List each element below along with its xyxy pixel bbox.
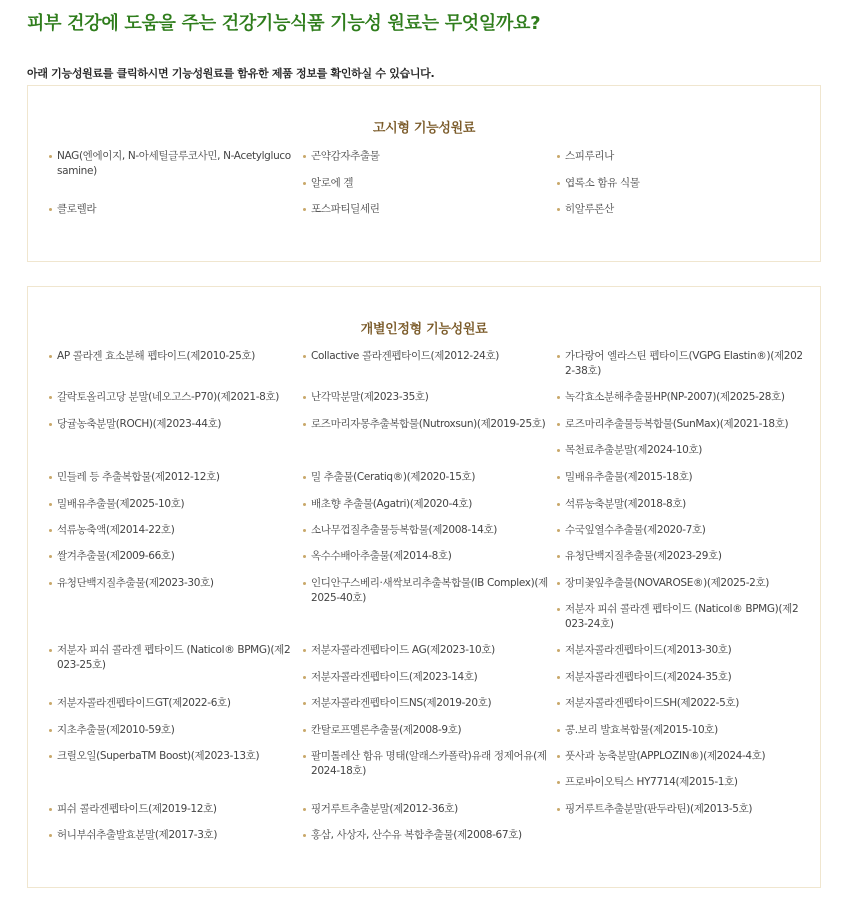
ingredient-link[interactable]: 옥수수배아추출물(제2014-8호) (303, 549, 549, 564)
notified-ingredient-list (28, 86, 820, 261)
ingredient-link[interactable]: 저분자콜라겐펩타이드(제2023-14호) (303, 670, 549, 685)
ingredient-link[interactable]: 밀배유추출물(제2015-18호) (557, 470, 803, 485)
ingredient-link[interactable]: 핑거루트추출분말(제2012-36호) (303, 802, 549, 817)
ingredient-link[interactable]: AP 콜라겐 효소분해 펩타이드(제2010-25호) (49, 349, 295, 364)
ingredient-link[interactable]: 콩.보리 발효복합물(제2015-10호) (557, 723, 803, 738)
ingredient-link[interactable]: 핑거루트추출분말(판두라틴)(제2013-5호) (557, 802, 803, 817)
notified-section-title: 고시형 기능성원료 (372, 121, 476, 136)
ingredient-link[interactable]: 피쉬 콜라겐펩타이드(제2019-12호) (49, 802, 295, 817)
ingredient-link[interactable]: 칸탈로프멜론추출물(제2008-9호) (303, 723, 549, 738)
ingredient-link[interactable]: 저분자콜라겐펩타이드GT(제2022-6호) (49, 696, 295, 711)
ingredient-link[interactable]: 유청단백지질추출물(제2023-29호) (557, 549, 803, 564)
ingredient-link[interactable]: 저분자콜라겐펩타이드(제2024-35호) (557, 670, 803, 685)
ingredient-link-spirulina[interactable]: 스피루리나 (557, 149, 803, 164)
ingredient-link[interactable]: 저분자 피쉬 콜라겐 펩타이드 (Naticol® BPMG)(제2023-25호) (49, 643, 295, 673)
ingredient-link[interactable]: 로즈마리자몽추출복합물(Nutroxsun)(제2019-25호) (303, 417, 549, 432)
ingredient-link[interactable]: 석류농축액(제2014-22호) (49, 523, 295, 538)
ingredient-link-chlorophyll[interactable]: 엽록소 함유 식물 (557, 176, 803, 191)
ingredient-link[interactable]: 지초추출물(제2010-59호) (49, 723, 295, 738)
ingredient-link[interactable]: 수국잎열수추출물(제2020-7호) (557, 523, 803, 538)
ingredient-link[interactable]: 허니부쉬추출발효분말(제2017-3호) (49, 828, 295, 843)
ingredient-link[interactable]: 저분자콜라겐펩타이드NS(제2019-20호) (303, 696, 549, 711)
ingredient-link[interactable]: 가다랑어 엘라스틴 펩타이드(VGPG Elastin®)(제2022-38호) (557, 349, 803, 379)
individual-ingredient-list (28, 287, 820, 887)
ingredient-link[interactable]: 저분자콜라겐펩타이드(제2013-30호) (557, 643, 803, 658)
ingredient-link[interactable]: 밀 추출물(Ceratiq®)(제2020-15호) (303, 470, 549, 485)
intro-text: 아래 기능성원료를 클릭하시면 기능성원료를 함유한 제품 정보를 확인하실 수 있습니다. (27, 67, 435, 80)
ingredient-link[interactable]: 당귤농축분말(ROCH)(제2023-44호) (49, 417, 295, 432)
ingredient-link[interactable]: 목천료추출분말(제2024-10호) (557, 443, 803, 458)
ingredient-link[interactable]: 저분자콜라겐펩타이드 AG(제2023-10호) (303, 643, 549, 658)
ingredient-link-hyaluronic-acid[interactable]: 히알루론산 (557, 202, 803, 217)
ingredient-link[interactable]: 소나무껍질추출물등복합물(제2008-14호) (303, 523, 549, 538)
ingredient-link[interactable]: 난각막분말(제2023-35호) (303, 390, 549, 405)
ingredient-link[interactable]: 녹각효소분해추출물HP(NP-2007)(제2025-28호) (557, 390, 803, 405)
ingredient-link[interactable]: Collactive 콜라겐펩타이드(제2012-24호) (303, 349, 549, 364)
ingredient-link[interactable]: 로즈마리추출물등복합물(SunMax)(제2021-18호) (557, 417, 803, 432)
ingredient-link[interactable]: 팔미톨레산 함유 명태(알래스카폴락)유래 정제어유(제2024-18호) (303, 749, 549, 779)
ingredient-link-aloe-gel[interactable]: 알로에 겔 (303, 176, 549, 191)
ingredient-link[interactable]: 석류농축분말(제2018-8호) (557, 497, 803, 512)
ingredient-link[interactable]: 장미꽃잎추출물(NOVAROSE®)(제2025-2호) (557, 576, 803, 591)
ingredient-link[interactable]: 유청단백지질추출물(제2023-30호) (49, 576, 295, 591)
ingredient-link[interactable]: 홍삼, 사상자, 산수유 복합추출물(제2008-67호) (303, 828, 549, 843)
notified-ingredients-panel (27, 85, 821, 262)
page-title: 피부 건강에 도움을 주는 건강기능식품 기능성 원료는 무엇일까요? (27, 13, 541, 34)
ingredient-link[interactable]: 저분자 피쉬 콜라겐 펩타이드 (Naticol® BPMG)(제2023-24호) (557, 602, 803, 632)
ingredient-link[interactable]: 쌀겨추출물(제2009-66호) (49, 549, 295, 564)
ingredient-link[interactable]: 배초향 추출물(Agatri)(제2020-4호) (303, 497, 549, 512)
individual-section-title: 개별인정형 기능성원료 (360, 322, 488, 337)
ingredient-link[interactable]: 밀배유추출물(제2025-10호) (49, 497, 295, 512)
ingredient-link[interactable]: 크릴오일(SuperbaTM Boost)(제2023-13호) (49, 749, 295, 764)
ingredient-link-nag[interactable]: NAG(엔에이지, N-아세틸글루코사민, N-Acetylglucosamine) (49, 149, 295, 179)
ingredient-link[interactable]: 프로바이오틱스 HY7714(제2015-1호) (557, 775, 803, 790)
individual-ingredients-panel (27, 286, 821, 888)
ingredient-link[interactable]: 저분자콜라겐펩타이드SH(제2022-5호) (557, 696, 803, 711)
ingredient-link-chlorella[interactable]: 클로렐라 (49, 202, 295, 217)
ingredient-link[interactable]: 풋사과 농축분말(APPLOZIN®)(제2024-4호) (557, 749, 803, 764)
ingredient-link[interactable]: 인디안구스베리·새싹보리추출복합물(IB Complex)(제2025-40호) (303, 576, 549, 606)
ingredient-link[interactable]: 민들레 등 추출복합물(제2012-12호) (49, 470, 295, 485)
ingredient-link-konjac[interactable]: 곤약감자추출물 (303, 149, 549, 164)
ingredient-link[interactable]: 갈락토올리고당 분말(네오고스-P70)(제2021-8호) (49, 390, 295, 405)
ingredient-link-phosphatidylserine[interactable]: 포스파티딜세린 (303, 202, 549, 217)
